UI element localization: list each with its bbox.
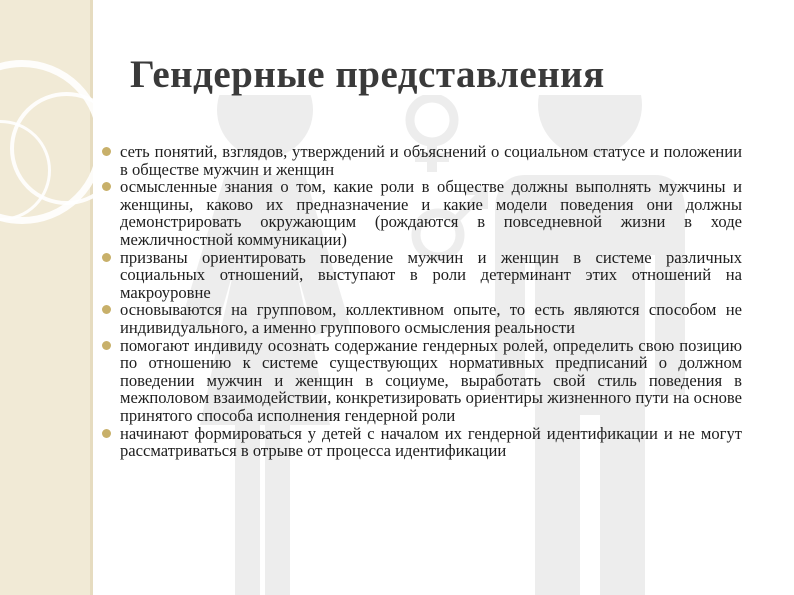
bullet-dot-icon [102,182,111,191]
bullet-item [100,143,742,178]
bullet-dot-icon [102,305,111,314]
bullet-text: призваны ориентировать поведение мужчин и женщин в системе различных социальных отношений, выступают в роли детерминант этих отношений на макроуровне [120,247,742,302]
bullet-item [100,425,742,460]
decorative-band-edge [90,0,93,595]
bullet-text: помогают индивиду осознать содержание гендерных ролей, определить свою позицию по отношению к системе существующих нормативных предписаний о должном поведении мужчин и женщин в социуме, выработать свой стиль поведения в межполовом взаимодействии, конкретизировать ориентиры жизненного пути на основе принятого способа исполнения гендерной роли [120,335,742,425]
bullet-item [100,337,742,425]
bullet-text: основываются на групповом, коллективном опыте, то есть являются способом не индивидуального, а именно группового осмысления реальности [120,300,742,337]
slide-title: Гендерные представления [130,53,605,96]
bullet-item [100,301,742,336]
bullet-dot-icon [102,429,111,438]
bullet-item [100,249,742,302]
bullet-list [100,143,742,460]
bullet-text: начинают формироваться у детей с началом их гендерной идентификации и не могут рассматриваться в отрыве от процесса идентификации [120,423,742,461]
bullet-dot-icon [102,147,111,156]
bullet-item [100,178,742,248]
bullet-text: осмысленные знания о том, какие роли в обществе должны выполнять мужчины и женщины, каково их предназначение и какие модели поведения они должны демонстрировать окружающим (рождаются в повседневной жизни в ходе межличностной коммуникации) [120,177,742,249]
bullet-text: сеть понятий, взглядов, утверждений и объяснений о социальном статусе и положении в обществе мужчин и женщин [120,142,742,179]
bullet-dot-icon [102,341,111,350]
bullet-dot-icon [102,253,111,262]
